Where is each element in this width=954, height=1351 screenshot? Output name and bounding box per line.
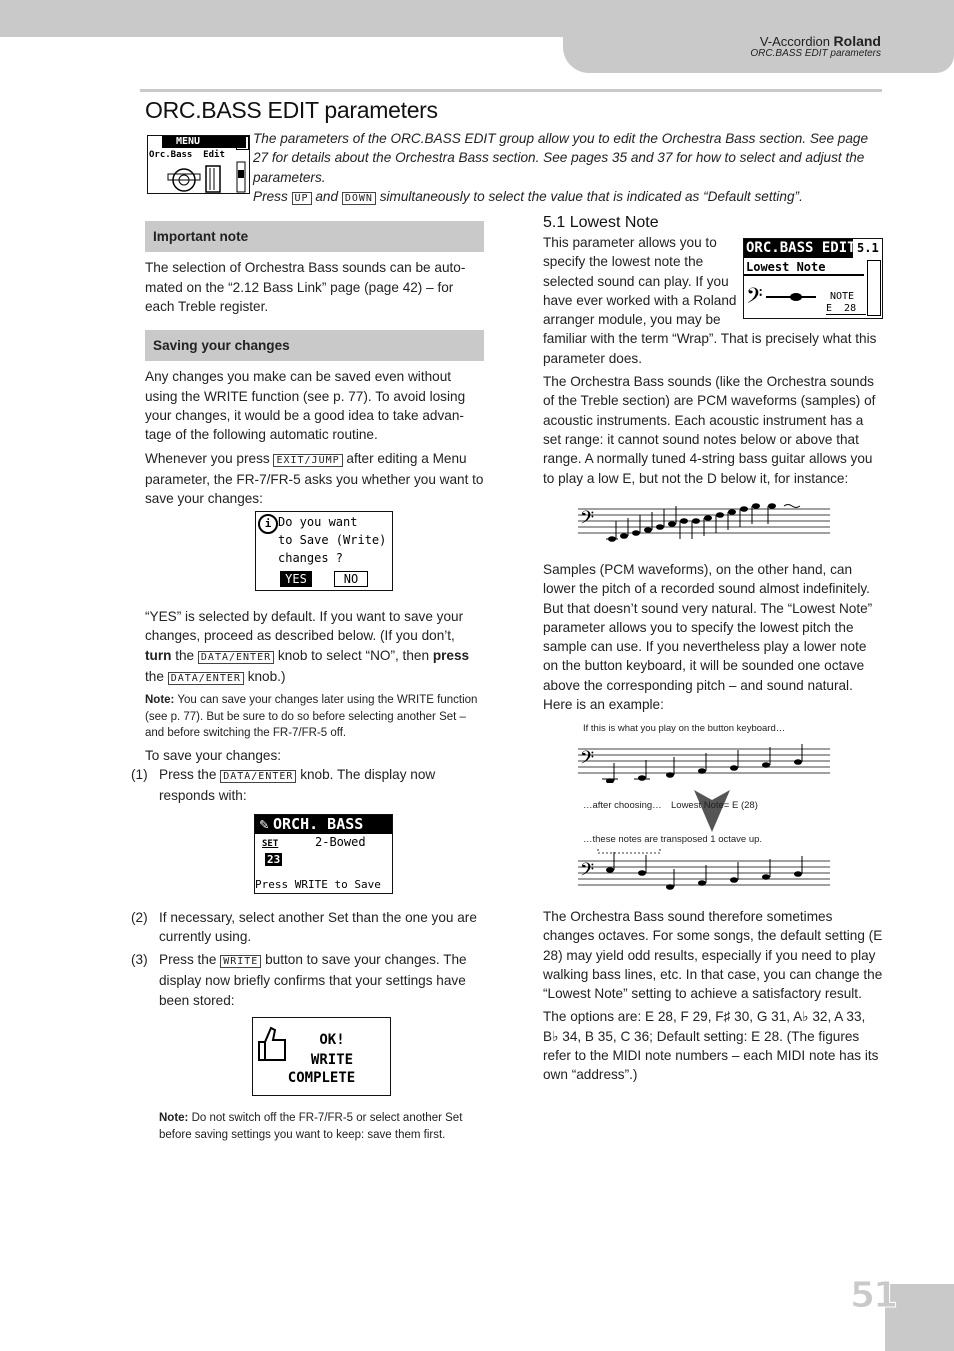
note-1: Note: You can save your changes later using the WRITE function (see p. 77). But be sure to do so before selecting another Set – and before switching the FR-7/FR-5 off.: [145, 694, 478, 740]
edit-icon: ✎: [259, 815, 269, 833]
important-note-text: The selection of Orchestra Bass sounds can be auto-mated on the “2.12 Bass Link” page (page 42) – for each Treble register.: [145, 260, 466, 314]
menu-lcd-num: 5: [236, 136, 249, 150]
write-key: WRITE: [220, 955, 261, 968]
transposed-notes-staff: [578, 847, 830, 891]
saving-p2: Whenever you press EXIT/JUMP after editing a Menu parameter, the FR-7/FR-5 asks you whether you want to save your changes:: [145, 450, 484, 507]
lowest-lcd-title: ORC.BASS EDIT: [746, 240, 856, 256]
page-number: 51: [850, 1275, 897, 1316]
svg-text:𝄢: 𝄢: [580, 860, 595, 885]
write-lcd-text: OK! WRITE: [310, 1032, 354, 1068]
intro-text: The parameters of the ORC.BASS EDIT group allow you to edit the Orchestra Bass section. See page 27 for details about the Orchestra Bass section. See pages 35 and 37 for how to select and adjust the parameters. Press UP and DOWN simultaneously to select the value that is indicated as “Default setting”.: [253, 131, 869, 204]
step-2-text: If necessary, select another Set than the one you are currently using.: [159, 910, 477, 945]
orch-lcd-footer: Press WRITE to Save: [255, 878, 381, 891]
orch-lcd-sound: 2-Bowed: [315, 835, 366, 849]
data-enter-key: DATA/ENTER: [168, 672, 244, 685]
lowest-lcd-num: 5.1: [857, 241, 879, 255]
orch-lcd-num: 23: [267, 853, 281, 866]
important-note-heading: Important note: [145, 221, 484, 252]
step-2-num: (2): [131, 910, 148, 925]
arrow-down-icon: [694, 790, 730, 832]
orch-bass-lcd: [254, 814, 393, 894]
example-caption-1: If this is what you play on the button keyboard…: [583, 723, 786, 734]
saving-p1: Any changes you make can be saved even without using the WRITE function (see p. 77). To avoid losing your changes, it would be a good idea to take advan-tage of the following automatic routine.: [145, 369, 466, 443]
data-enter-key: DATA/ENTER: [220, 770, 296, 783]
svg-text:𝄢: 𝄢: [580, 508, 595, 533]
saving-heading: Saving your changes: [145, 330, 484, 361]
to-save-text: To save your changes:: [145, 747, 282, 763]
step-3-text: Press the WRITE button to save your changes. The display now briefly confirms that your settings have been stored:: [159, 952, 467, 1008]
lowest-lcd-label: Lowest Note: [744, 260, 864, 276]
example-caption-4: …these notes are transposed 1 octave up.: [583, 834, 763, 845]
example-caption-3: Lowest Note= E (28): [671, 800, 758, 811]
svg-text:𝄢: 𝄢: [580, 748, 595, 773]
yes-paragraph: “YES” is selected by default. If you want to save your changes, proceed as described below. (If you don’t, turn the DATA/ENTER knob to select “NO”, then press the DATA/ENTER knob.) Note: You can save your changes later using the WRITE function (see p. 77). But be sure to do so before selecting another Set – and before switching the FR-7/FR-5 off. To save your changes:: [145, 607, 484, 769]
lowest-p5: The options are: E 28, F 29, F♯ 30, G 31, A♭ 32, A 33, B♭ 34, B 35, C 36; Default setting: E 28. (The figures refer to the MIDI note numbers – each MIDI note has its own “address”.): [543, 1009, 879, 1083]
save-lcd: [255, 511, 393, 591]
page-title: ORC.BASS EDIT parameters: [145, 97, 438, 123]
title-rule: [140, 89, 882, 92]
data-enter-key: DATA/ENTER: [198, 651, 274, 664]
lowest-p4: The Orchestra Bass sound therefore sometimes changes octaves. For some songs, the default setting (E 28) may yield odd results, especially if you need to play walking bass lines, etc. In that case, you can change the “Lowest Note” setting to achieve a satisfactory result.: [543, 909, 883, 1002]
exit-jump-key: EXIT/JUMP: [273, 454, 342, 467]
bass-range-staff: [578, 503, 830, 543]
step-3-num: (3): [131, 952, 148, 967]
write-complete-lcd: [252, 1017, 391, 1096]
played-notes-staff: [578, 743, 830, 783]
menu-lcd-title: MENU: [162, 136, 246, 148]
orch-lcd-title-bar: ✎ ORCH. BASS: [255, 815, 392, 834]
write-lcd-complete: COMPLETE: [287, 1070, 356, 1086]
info-icon: i: [258, 514, 278, 534]
accordion-icon: [148, 160, 248, 194]
lowest-p1: This parameter allows you to specify the lowest note the selected sound can play. If you have ever worked with a Roland arranger module, you may be familiar with the term “Wrap”. That is precisely what this parameter does. The Orchestra Bass sounds (like the Orchestra sounds of the Treble section) are PCM waveforms (samples) of acoustic instruments. Each acoustic instrument has a set range: it cannot sound notes below or above that range. A normally tuned 4-string bass guitar allows you to play a low E, but not the D below it, for instance:: [543, 233, 883, 492]
no-option: NO: [334, 571, 368, 587]
brand: V-Accordion Roland: [759, 33, 881, 49]
section-label: ORC.BASS EDIT parameters: [750, 48, 881, 59]
note-2: Note: Do not switch off the FR-7/FR-5 or select another Set before saving settings you want to keep: save them first.: [159, 1112, 463, 1141]
lowest-note-heading: 5.1 Lowest Note: [543, 214, 659, 231]
save-lcd-text: Do you want to Save (Write) changes ?: [278, 515, 387, 565]
svg-text:𝄢: 𝄢: [746, 284, 763, 313]
orch-lcd-set: SET: [262, 839, 279, 849]
lowest-p4-p5: [543, 907, 883, 1089]
lowest-p2: The Orchestra Bass sounds (like the Orchestra sounds of the Treble section) are PCM waveforms (samples) of acoustic instruments. Each acoustic instrument has a set range: it cannot sound notes below or above that range. A normally tuned 4-string bass guitar allows you to play a low E, but not the D below it, for instance:: [543, 374, 876, 486]
yes-option: YES: [280, 571, 312, 587]
lowest-lcd-note-label: NOTE: [830, 291, 855, 302]
menu-lcd-label: Orc.Bass Edit: [149, 150, 225, 160]
step-1-num: (1): [131, 767, 148, 782]
left-column: [145, 221, 484, 513]
step-1-text: Press the DATA/ENTER knob. The display now responds with:: [159, 767, 436, 804]
lowest-p3: Samples (PCM waveforms), on the other hand, can lower the pitch of a recorded sound almost indefinitely. But that doesn’t sound very natural. The “Lowest Note” parameter allows you to specify the lowest pitch the sample can use. If you nevertheless play a lower note on the button keyboard, it will be sounded one octave above the corresponding pitch – and sound natural. Here is an example:: [543, 562, 873, 713]
up-key: UP: [292, 192, 312, 205]
lowest-lcd-value: E 28: [826, 303, 866, 315]
menu-lcd: [147, 135, 250, 194]
down-key: DOWN: [342, 192, 376, 205]
example-caption-2: …after choosing…: [583, 800, 662, 811]
